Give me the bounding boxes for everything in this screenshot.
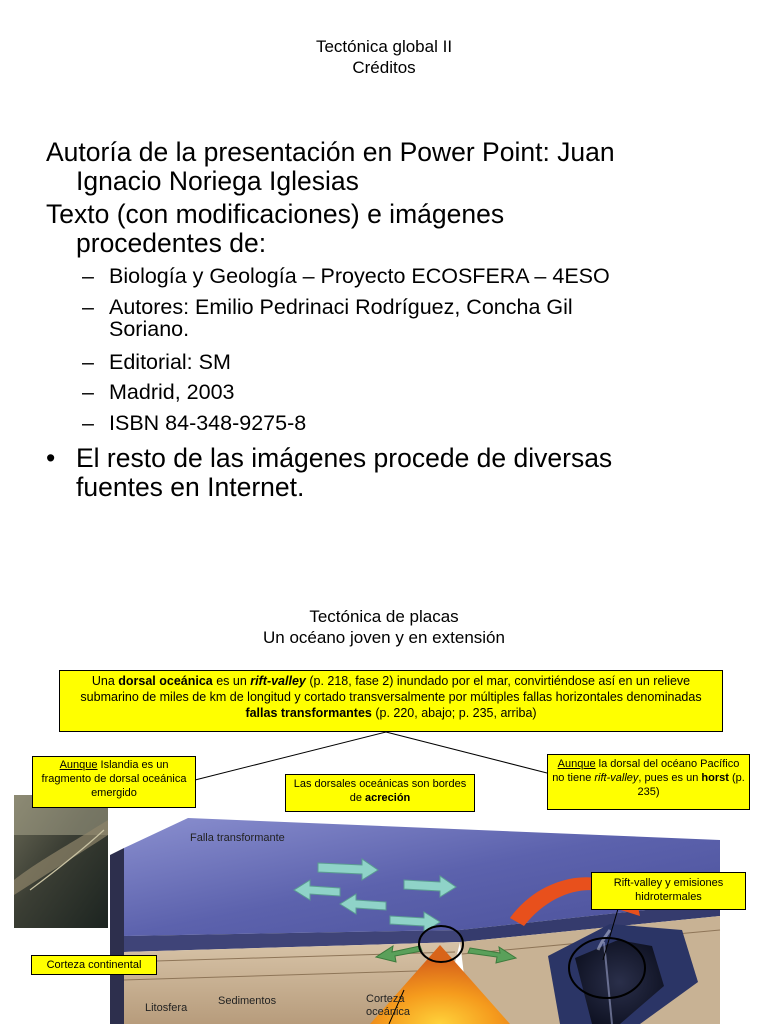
aunque-word: Aunque	[557, 758, 596, 770]
rift-valley-box: Rift-valley y emisiones hidrotermales	[591, 872, 746, 910]
term-dorsal: dorsal oceánica	[118, 674, 213, 688]
continental-crust-box: Corteza continental	[31, 955, 157, 975]
sub-item	[82, 295, 752, 345]
pacific-box	[547, 754, 750, 810]
title-line-1: Tectónica global II	[315, 37, 453, 56]
dash-bullet: –	[82, 380, 94, 404]
sub-item-text	[109, 295, 749, 342]
dash-bullet: –	[82, 264, 94, 288]
sub-item-line-2: Soriano.	[109, 317, 190, 341]
title-line-1: Tectónica de placas	[309, 607, 459, 626]
term-fallas: fallas transformantes	[245, 706, 372, 720]
dash-bullet: –	[82, 350, 94, 374]
definition-text: (p. 218, fase 2) inundado por el mar, convirtiéndose así en un relieve submarino de miles de km de longitud y cortado transversalmente por múltiples fallas horizontales denominadas	[80, 674, 702, 704]
title-line-2: Un océano joven y en extensión	[263, 628, 505, 647]
sub-item-text: Editorial: SM	[109, 350, 231, 374]
author-line-1: Autoría de la presentación en Power Point: Juan	[46, 137, 615, 167]
source-line-2: procedentes de:	[76, 228, 267, 258]
term-horst: horst	[701, 772, 729, 784]
sub-item-text: Madrid, 2003	[109, 380, 235, 404]
source-paragraph	[46, 200, 746, 258]
rest-paragraph	[46, 444, 746, 506]
accretion-box	[285, 774, 475, 812]
term-rift-valley: rift-valley	[250, 674, 306, 688]
sub-item-line-1: Autores: Emilio Pedrinaci Rodríguez, Concha Gil	[109, 295, 573, 319]
sub-item-text: ISBN 84-348-9275-8	[109, 411, 307, 435]
sub-item	[82, 411, 752, 437]
dash-bullet: –	[82, 411, 94, 435]
falla-label: Falla transformante	[190, 832, 285, 844]
author-paragraph	[46, 138, 746, 196]
pacific-text: la dorsal del océano Pacífico no tiene	[552, 758, 740, 784]
source-line-1: Texto (con modificaciones) e imágenes	[46, 199, 505, 229]
rest-line-1: El resto de las imágenes procede de diversas	[76, 443, 613, 473]
sedimentos-label: Sedimentos	[218, 995, 277, 1007]
author-line-2: Ignacio Noriega Iglesias	[76, 166, 359, 196]
aunque-word: Aunque	[59, 759, 98, 771]
title-line-2: Créditos	[352, 58, 416, 77]
sub-item	[82, 350, 752, 376]
term-acrecion: acreción	[365, 792, 411, 804]
sub-item-text: Biología y Geología – Proyecto ECOSFERA – 4ESO	[109, 264, 610, 288]
definition-text: (p. 220, abajo; p. 235, arriba)	[371, 706, 537, 720]
rest-line-2: fuentes en Internet.	[76, 472, 305, 502]
iceland-box	[32, 756, 196, 808]
iceland-photo	[14, 795, 108, 928]
slide-title	[0, 606, 768, 648]
litosfera-label: Litosfera	[145, 1002, 188, 1014]
iceland-text: Islandia es un fragmento de dorsal oceánica emergido	[41, 759, 187, 799]
term-rift-valley: rift-valley	[594, 772, 639, 784]
sub-item	[82, 380, 752, 406]
definition-box	[59, 670, 723, 732]
corteza-label-2: oceánica	[366, 1006, 411, 1018]
plate-tectonics-slide	[0, 590, 768, 1024]
dash-bullet: –	[82, 295, 94, 319]
slide-title	[0, 36, 768, 78]
definition-text: es un	[212, 674, 251, 688]
rest-text	[76, 444, 756, 502]
pacific-text: , pues es un	[638, 772, 702, 784]
corteza-label-1: Corteza	[366, 993, 405, 1005]
accretion-text: Las dorsales oceánicas son bordes de	[293, 778, 467, 804]
sub-item	[82, 264, 752, 290]
bullet-dot: •	[46, 443, 56, 473]
definition-text: Una	[91, 674, 119, 688]
pacific-text: (p. 235)	[637, 772, 745, 798]
